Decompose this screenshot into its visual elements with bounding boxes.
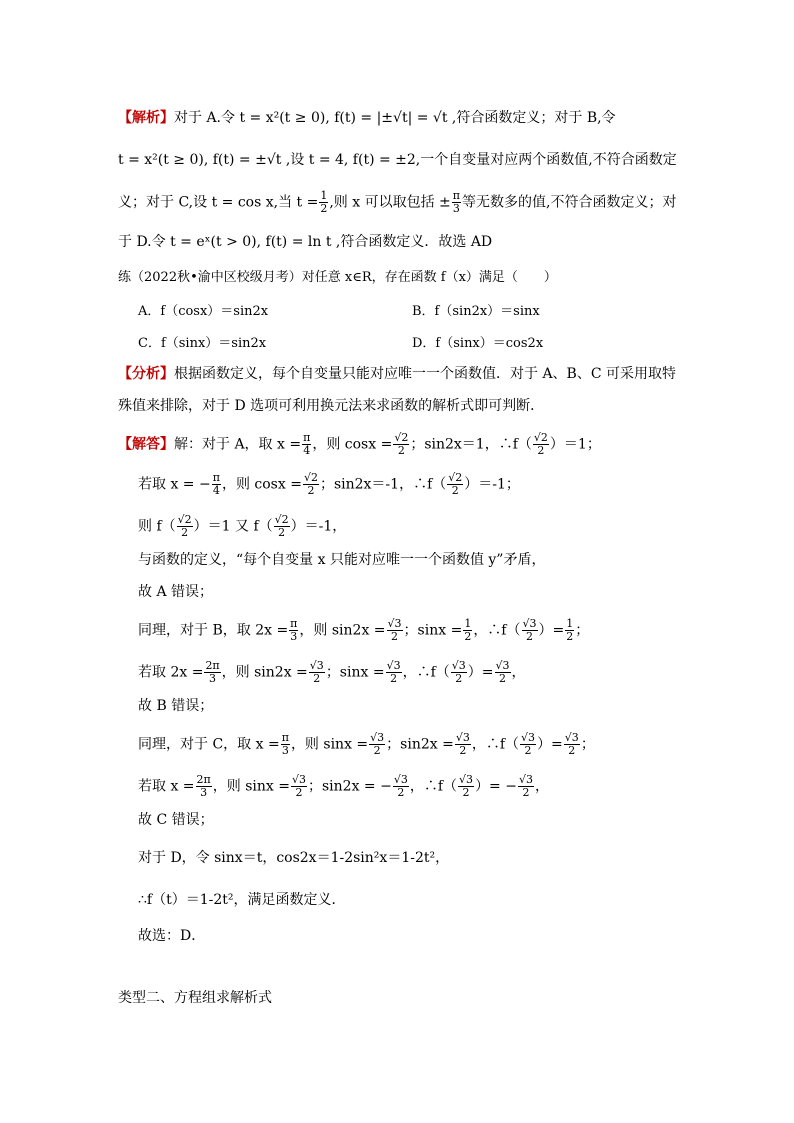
answer-line-2: 若取 x = − $\frac{\pi}{4}$ ，则 cosx = $\frac{√2}{2}$ ；sin2x＝-1，∴f（ $\frac{√2}{2}$ ）＝-1； [138,471,520,497]
answer-line-5: 故 A 错误； [138,584,214,600]
analysis-line-1: 【解析】对于 A.令 t = x²(t ≥ 0), f(t) = |±√t| = √t ,符合函数定义；对于 B,令 [118,110,616,126]
answer-line-8: 故 B 错误； [138,698,214,714]
answer-line-9: 同理，对于 C，取 x = $\frac{\pi}{3}$ ，则 sinx = $\frac{√3}{2}$ ；sin2x = $\frac{√3}{2}$ ，∴f（ $\frac{√3}{2}$ ）= $\frac{√3}{2}$ ； [138,731,595,757]
answer-line-11: 故 C 错误； [138,812,214,828]
answer-line-4: 与函数的定义，“每个自变量 x 只能对应唯一一个函数值 y”矛盾， [138,552,546,568]
answer-line-1: 【解答】解：对于 A，取 x = $\frac{\pi}{4}$ ，则 cosx = $\frac{√2}{2}$ ；sin2x＝1，∴f（ $\frac{√2}{2}$ ）＝1； [118,431,601,457]
analysis-line-4: 于 D.令 t = eˣ(t > 0), f(t) = ln t ,符合函数定义．故选 AD [118,234,493,250]
answer-tag: 【解答】 [118,436,174,453]
answer-line-3: 则 f（ $\frac{√2}{2}$ ）＝1 又 f（ $\frac{√2}{2}$ ）＝-1， [138,513,347,539]
answer-line-6: 同理，对于 B，取 2x = $\frac{\pi}{3}$ ，则 sin2x = $\frac{√3}{2}$ ；sinx = $\frac{1}{2}$ ，∴f（ $\frac{√3}{2}$ ）= $\frac{1}{2}$ ； [138,617,590,643]
analysis-line-2: t = x²(t ≥ 0), f(t) = ±√t ,设 t = 4, f(t) = ±2,一个自变量对应两个函数值,不符合函数定 [118,152,677,168]
fenxi-line-1: 【分析】根据函数定义，每个自变量只能对应唯一一个函数值．对于 A、B、C 可采用取特 [118,366,677,382]
answer-line-13: ∴f（t）＝1-2t²，满足函数定义． [138,892,346,908]
option-a: A．f（cosx）＝sin2x [138,304,269,319]
option-c: C．f（sinx）＝sin2x [138,336,267,351]
analysis-tag: 【解析】 [118,110,174,126]
exercise-stem: 练（2022秋•渝中区校级月考）对任意 x∈R，存在函数 f（x）满足（ ） [118,270,557,285]
answer-line-10: 若取 x = $\frac{2\pi}{3}$ ，则 sinx = $\frac{√3}{2}$ ；sin2x = − $\frac{√3}{2}$ ，∴f（ $\frac{√3}{2}$ ）= − $\frac{√3}{2}$ ， [138,773,549,799]
option-b: B．f（sin2x）＝sinx [412,304,540,319]
answer-line-7: 若取 2x = $\frac{2\pi}{3}$ ，则 sin2x = $\frac{√3}{2}$ ；sinx = $\frac{√3}{2}$ ，∴f（ $\frac{√3}{2}$ ）= $\frac{√3}{2}$ ， [138,659,526,685]
analysis-line-3: 义；对于 C,设 t = cos x,当 t = $\frac{1}{2}$ ,则 x 可以取包括 ± $\frac{\pi}{3}$ 等无数多的值,不符合函数定义；对 [118,189,677,215]
fenxi-line-2: 殊值来排除，对于 D 选项可利用换元法来求函数的解析式即可判断． [118,398,545,414]
fenxi-tag: 【分析】 [118,366,174,382]
fraction: $\frac{1}{2}$ [320,189,328,215]
answer-line-12: 对于 D，令 sinx＝t，cos2x＝1-2sin²x＝1-2t²， [138,850,450,866]
section-heading: 类型二、方程组求解析式 [118,990,272,1006]
answer-line-14: 故选：D． [138,928,206,944]
option-d: D．f（sinx）＝cos2x [412,336,544,351]
fraction: $\frac{\pi}{3}$ [452,189,460,215]
